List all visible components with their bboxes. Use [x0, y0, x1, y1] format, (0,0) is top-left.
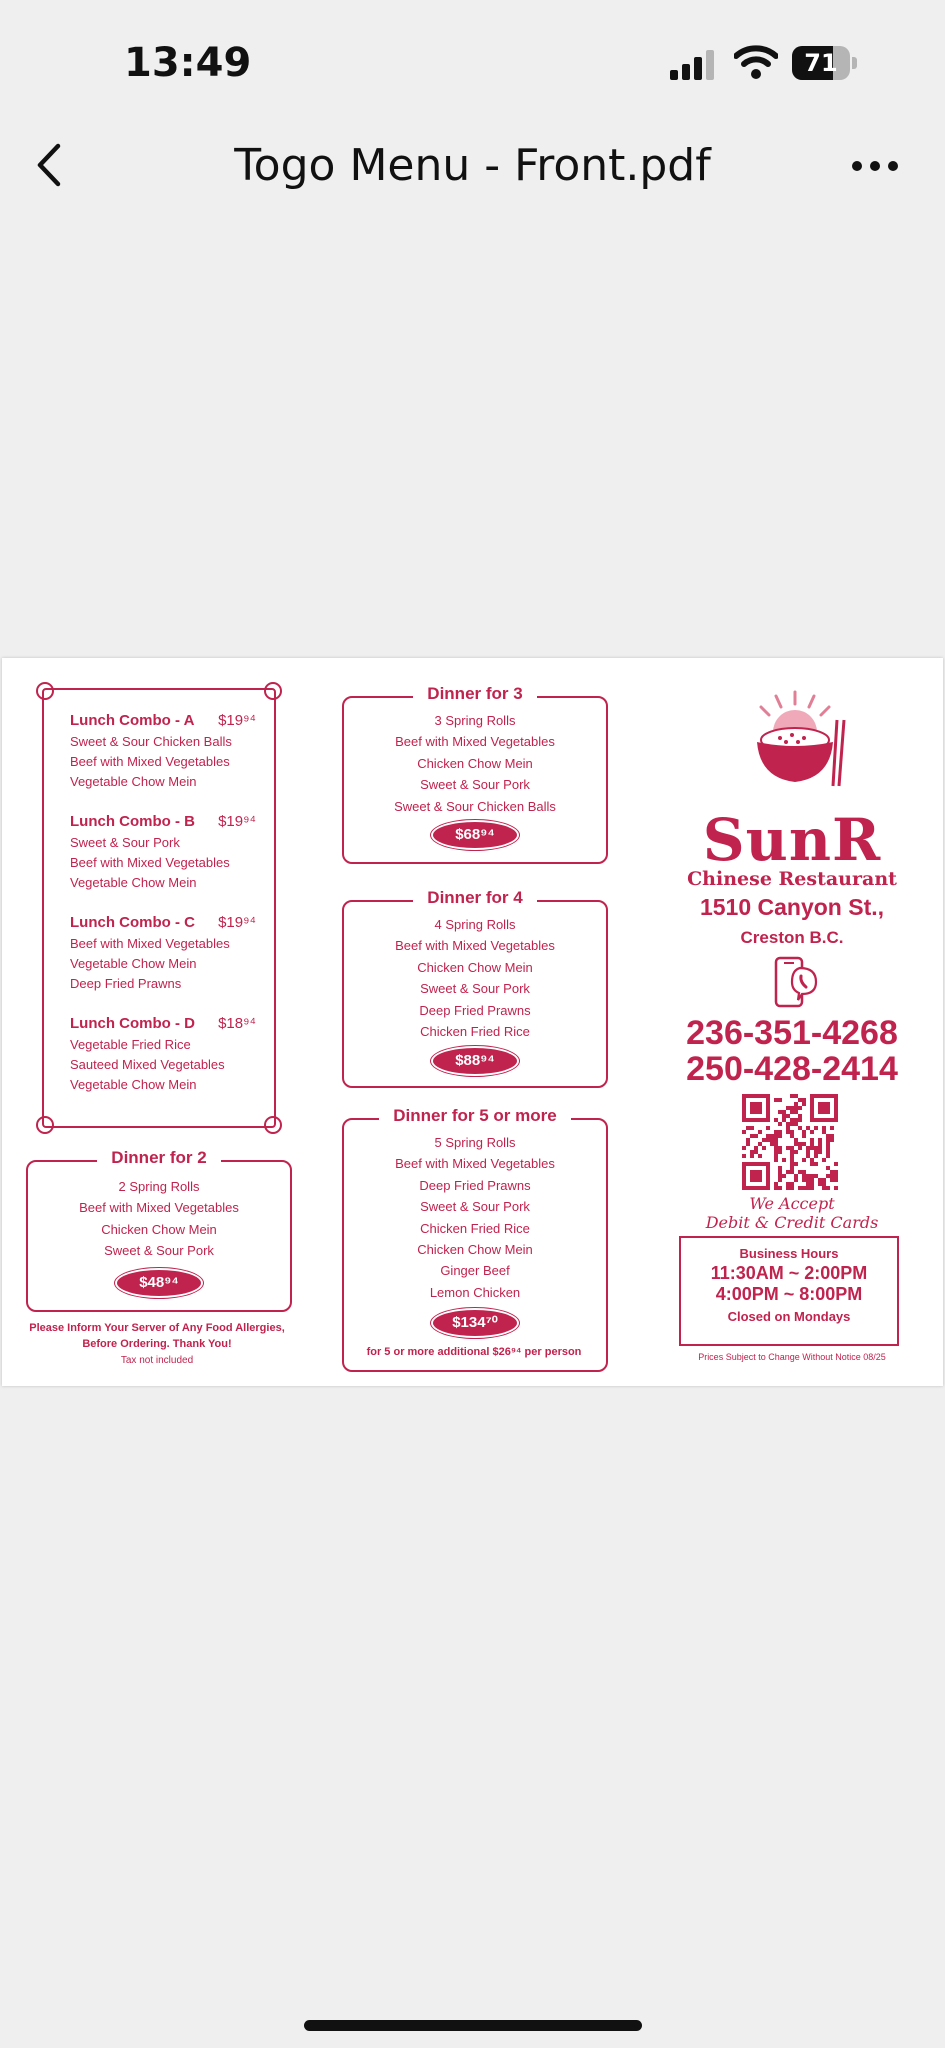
brand-name: SunR [702, 806, 882, 874]
menu-item: Ginger Beef [440, 1263, 510, 1279]
tax-note: Tax not included [120, 1355, 194, 1366]
menu-item: Vegetable Chow Mein [70, 956, 197, 971]
dinner-for-2-box [26, 1148, 292, 1312]
battery-icon [792, 46, 858, 80]
menu-item: Sweet & Sour Chicken Balls [394, 798, 556, 814]
address-line-2: Creston B.C. [740, 928, 844, 947]
lunch-combo-a [70, 710, 270, 792]
menu-item: Sweet & Sour Pork [420, 981, 530, 997]
menu-item: 3 Spring Rolls [434, 713, 516, 728]
ellipsis-icon[interactable] [850, 146, 900, 186]
menu-item: Sauteed Mixed Vegetables [70, 1057, 225, 1072]
hours-lunch: 11:30AM ~ 2:00PM [710, 1263, 868, 1283]
menu-item: Beef with Mixed Vegetables [70, 754, 230, 769]
chevron-left-icon[interactable] [28, 140, 78, 190]
menu-item: Sweet & Sour Pork [104, 1243, 214, 1259]
lunch-combo-b [70, 811, 270, 893]
menu-item: Deep Fried Prawns [70, 976, 182, 991]
menu-item: 4 Spring Rolls [434, 917, 516, 932]
additional-person-note: for 5 or more additional $26⁹⁴ per person [366, 1346, 582, 1358]
rice-bowl-logo-icon [740, 690, 850, 800]
menu-item: Sweet & Sour Pork [420, 777, 530, 793]
price-badge: $134⁷⁰ [433, 1310, 517, 1336]
menu-item: Chicken Fried Rice [420, 1023, 530, 1039]
menu-item: Chicken Fried Rice [420, 1220, 530, 1236]
cellular-signal-icon [670, 50, 720, 80]
combo-price: $19⁹⁴ [218, 813, 256, 830]
lunch-combo-d [70, 1013, 270, 1095]
price-badge: $68⁹⁴ [433, 822, 517, 848]
combo-price: $19⁹⁴ [218, 712, 256, 729]
combo-name: Lunch Combo - B [70, 813, 195, 830]
combo-name: Lunch Combo - D [70, 1015, 195, 1032]
dinner-title: Dinner for 4 [413, 888, 536, 907]
menu-item: 5 Spring Rolls [434, 1135, 516, 1150]
combo-price: $18⁹⁴ [218, 1015, 256, 1032]
phone-number-1[interactable]: 236-351-4268 [686, 1014, 898, 1052]
menu-item: Sweet & Sour Pork [70, 835, 180, 850]
payment-note-line-2: Debit & Credit Cards [705, 1213, 879, 1232]
status-time: 13:49 [124, 40, 252, 86]
dinner-title: Dinner for 5 or more [379, 1106, 570, 1125]
menu-item: Beef with Mixed Vegetables [79, 1200, 239, 1216]
wifi-icon [734, 44, 778, 80]
menu-item: Deep Fried Prawns [419, 1002, 531, 1018]
dinner-title: Dinner for 3 [413, 684, 536, 703]
pdf-page[interactable] [2, 658, 943, 1386]
closed-note: Closed on Mondays [727, 1309, 851, 1324]
menu-item: Chicken Chow Mein [417, 1241, 533, 1257]
combo-price: $19⁹⁴ [218, 914, 256, 931]
prices-note: Prices Subject to Change Without Notice 08/25 [698, 1352, 886, 1362]
payment-note [642, 1194, 942, 1232]
menu-item: Vegetable Fried Rice [70, 1037, 191, 1052]
menu-item: Sweet & Sour Pork [420, 1199, 530, 1215]
menu-item: 2 Spring Rolls [118, 1179, 200, 1194]
menu-item: Chicken Chow Mein [417, 959, 533, 975]
hours-dinner: 4:00PM ~ 8:00PM [715, 1284, 863, 1304]
payment-note-line-1: We Accept [749, 1194, 835, 1213]
dinner-for-4-box [342, 888, 608, 1088]
home-indicator[interactable] [304, 2020, 642, 2031]
brand-subtitle: Chinese Restaurant [687, 868, 897, 890]
phone-number-2[interactable]: 250-428-2414 [686, 1050, 898, 1088]
status-bar [0, 0, 945, 120]
combo-name: Lunch Combo - A [70, 712, 195, 729]
price-badge: $48⁹⁴ [117, 1270, 201, 1296]
battery-level: 71 [804, 49, 838, 77]
menu-item: Vegetable Chow Mein [70, 1077, 197, 1092]
lunch-combos-box [42, 688, 276, 1128]
qr-code-icon[interactable] [742, 1094, 838, 1190]
allergy-note-2: Before Ordering. Thank You! [82, 1338, 232, 1350]
menu-item: Vegetable Chow Mein [70, 774, 197, 789]
menu-item: Beef with Mixed Vegetables [395, 1156, 555, 1172]
menu-item: Deep Fried Prawns [419, 1177, 531, 1193]
dinner-title: Dinner for 2 [97, 1148, 220, 1167]
price-badge: $88⁹⁴ [433, 1048, 517, 1074]
phone-icon [772, 956, 820, 1010]
combo-name: Lunch Combo - C [70, 914, 195, 931]
dinner-for-3-box [342, 684, 608, 864]
menu-item: Beef with Mixed Vegetables [70, 936, 230, 951]
dinner-for-5-box [342, 1106, 608, 1372]
menu-item: Lemon Chicken [429, 1284, 521, 1300]
lunch-combo-c [70, 912, 270, 994]
allergy-note: Please Inform Your Server of Any Food Allergies, [29, 1322, 285, 1334]
menu-item: Sweet & Sour Chicken Balls [70, 734, 232, 749]
menu-item: Beef with Mixed Vegetables [70, 855, 230, 870]
menu-item: Beef with Mixed Vegetables [395, 938, 555, 954]
business-hours-box [679, 1236, 899, 1346]
nav-bar [0, 120, 945, 220]
hours-title: Business Hours [739, 1246, 839, 1261]
menu-item: Vegetable Chow Mein [70, 875, 197, 890]
menu-item: Chicken Chow Mein [417, 755, 533, 771]
menu-item: Beef with Mixed Vegetables [395, 734, 555, 750]
document-title: Togo Menu - Front.pdf [234, 140, 711, 191]
menu-item: Chicken Chow Mein [101, 1221, 217, 1237]
address-line-1: 1510 Canyon St., [699, 894, 885, 920]
